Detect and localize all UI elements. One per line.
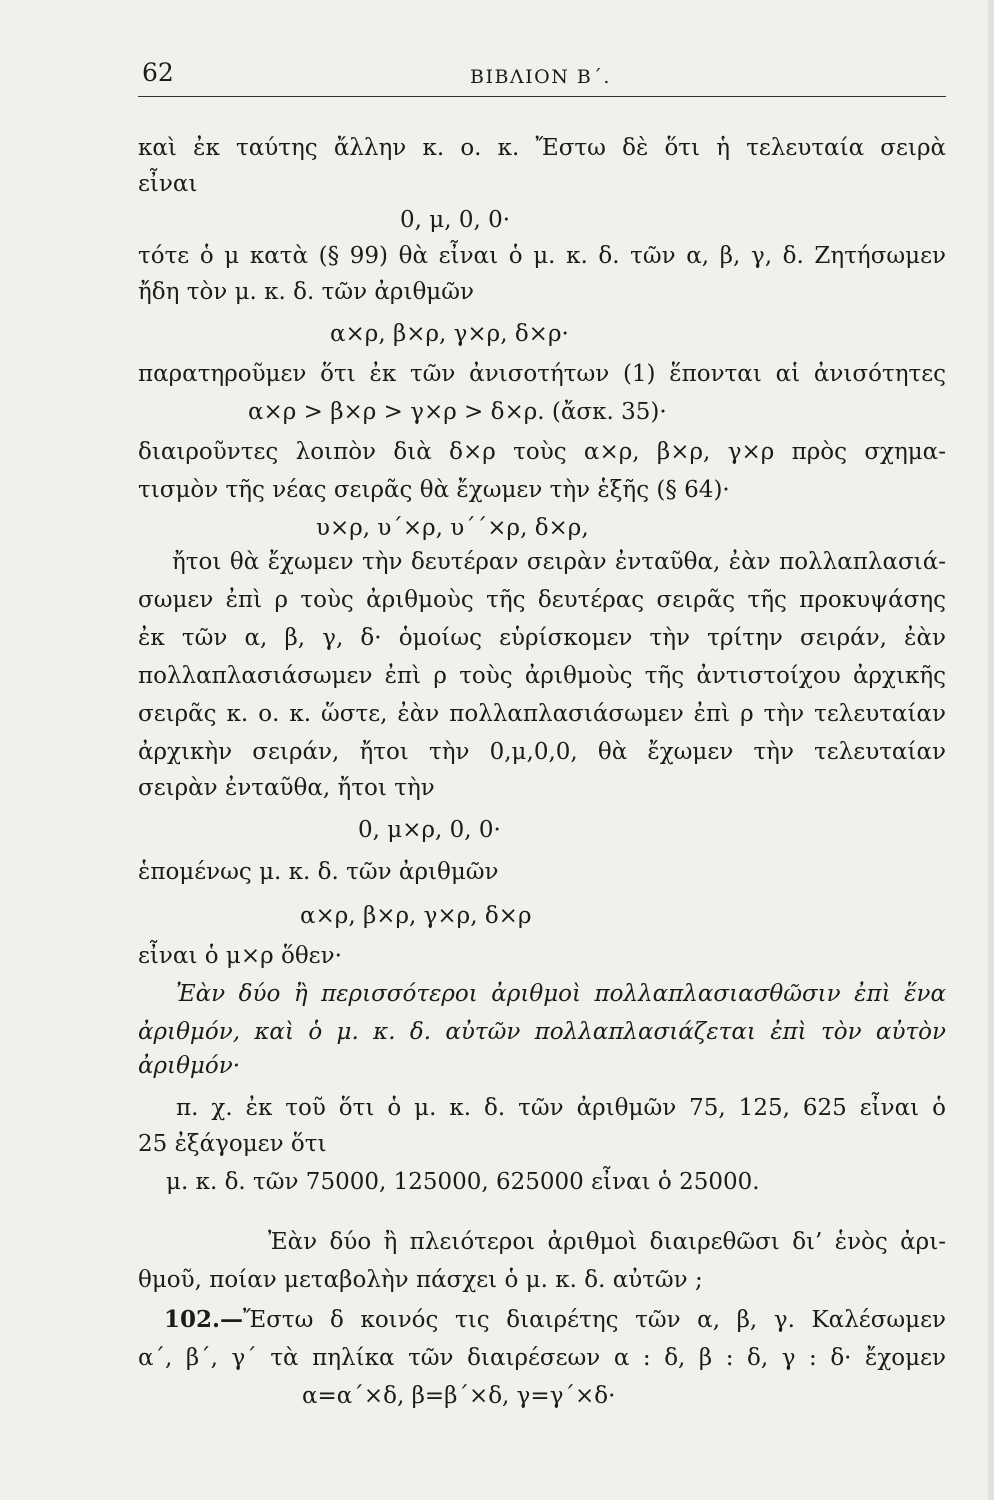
text-line: εἶναι bbox=[138, 171, 198, 197]
text-line: ἤδη τὸν μ. κ. δ. τῶν ἀριθμῶν bbox=[138, 279, 474, 305]
section-number: 102.— bbox=[164, 1306, 244, 1333]
text-line: σειρὰν ἐνταῦθα, ἤτοι τὴν bbox=[138, 775, 435, 801]
page-header bbox=[138, 58, 946, 98]
page-edge bbox=[988, 0, 994, 1500]
section-line bbox=[138, 1304, 946, 1336]
text-line: πολλαπλασιάσωμεν ἐπὶ ρ τοὺς ἀριθμοὺς τῆς ἀντιστοίχου ἀρχικῆς bbox=[138, 663, 946, 689]
theorem-line: ἀριθμόν, καὶ ὁ μ. κ. δ. αὐτῶν πολλαπλασιάζεται ἐπὶ τὸν αὐτὸν bbox=[138, 1019, 946, 1045]
text-line: ἑπομένως μ. κ. δ. τῶν ἀριθμῶν bbox=[138, 859, 499, 885]
running-title: ΒΙΒΛΙΟΝ Β΄. bbox=[470, 66, 611, 88]
text-line: σειρᾶς κ. ο. κ. ὥστε, ἐὰν πολλαπλασιάσωμεν ἐπὶ ρ τὴν τελευταίαν bbox=[138, 701, 946, 727]
text-line: διαιροῦντες λοιπὸν διὰ δ×ρ τοὺς α×ρ, β×ρ, γ×ρ πρὸς σχημα- bbox=[138, 439, 946, 465]
text-line: τισμὸν τῆς νέας σειρᾶς θὰ ἔχωμεν τὴν ἑξῆς (§ 64)· bbox=[138, 477, 730, 503]
text-line: εἶναι ὁ μ×ρ ὅθεν· bbox=[138, 943, 342, 969]
section-text: Ἔστω δ κοινός τις διαιρέτης τῶν α, β, γ. Καλέσωμεν bbox=[243, 1307, 946, 1333]
text-line: σωμεν ἐπὶ ρ τοὺς ἀριθμοὺς τῆς δευτέρας σειρᾶς τῆς προκυψάσης bbox=[138, 587, 946, 613]
header-rule bbox=[138, 96, 398, 97]
text-line: παρατηροῦμεν ὅτι ἐκ τῶν ἀνισοτήτων (1) ἕπονται αἱ ἀνισότητες bbox=[138, 361, 946, 387]
question-line: θμοῦ, ποίαν μεταβολὴν πάσχει ὁ μ. κ. δ. αὐτῶν ; bbox=[138, 1267, 703, 1293]
formula-line: α×ρ, β×ρ, γ×ρ, δ×ρ· bbox=[330, 321, 569, 347]
formula-line: 0, μ×ρ, 0, 0· bbox=[358, 817, 501, 843]
text-line: τότε ὁ μ κατὰ (§ 99) θὰ εἶναι ὁ μ. κ. δ. τῶν α, β, γ, δ. Ζητήσωμεν bbox=[138, 243, 946, 269]
theorem-line: ἀριθμόν· bbox=[138, 1053, 241, 1079]
formula-line: μ. κ. δ. τῶν 75000, 125000, 625000 εἶναι ὁ 25000. bbox=[166, 1169, 760, 1195]
theorem-line: Ἐὰν δύο ἢ περισσότεροι ἀριθμοὶ πολλαπλασιασθῶσιν ἐπὶ ἕνα bbox=[176, 981, 946, 1007]
text-line: α΄, β΄, γ΄ τὰ πηλίκα τῶν διαιρέσεων α : δ, β : δ, γ : δ· ἔχομεν bbox=[138, 1345, 946, 1371]
formula-line: υ×ρ, υ΄×ρ, υ΄΄×ρ, δ×ρ, bbox=[316, 515, 589, 541]
formula-line: α=α΄×δ, β=β΄×δ, γ=γ΄×δ· bbox=[302, 1383, 616, 1409]
formula-line: 0, μ, 0, 0· bbox=[400, 207, 511, 233]
formula-line: α×ρ, β×ρ, γ×ρ, δ×ρ bbox=[300, 903, 532, 929]
formula-line: α×ρ > β×ρ > γ×ρ > δ×ρ. (ἄσκ. 35)· bbox=[248, 399, 667, 425]
text-line: ἀρχικὴν σειράν, ἤτοι τὴν 0,μ,0,0, θὰ ἔχωμεν τὴν τελευταίαν bbox=[138, 739, 946, 765]
text-line: 25 ἐξάγομεν ὅτι bbox=[138, 1131, 327, 1157]
question-line: Ἐὰν δύο ἢ πλειότεροι ἀριθμοὶ διαιρεθῶσι δι’ ἑνὸς ἀρι- bbox=[268, 1229, 946, 1255]
text-line: ἐκ τῶν α, β, γ, δ· ὁμοίως εὑρίσκομεν τὴν τρίτην σειράν, ἐὰν bbox=[138, 625, 946, 651]
text-line: ἤτοι θὰ ἔχωμεν τὴν δευτέραν σειρὰν ἐνταῦθα, ἐὰν πολλαπλασιά- bbox=[172, 549, 946, 575]
page-number: 62 bbox=[142, 58, 174, 87]
header-rule bbox=[398, 96, 946, 97]
text-line: καὶ ἐκ ταύτης ἄλλην κ. ο. κ. Ἔστω δὲ ὅτι ἡ τελευταία σειρὰ bbox=[138, 135, 946, 161]
text-line: π. χ. ἐκ τοῦ ὅτι ὁ μ. κ. δ. τῶν ἀριθμῶν 75, 125, 625 εἶναι ὁ bbox=[176, 1095, 946, 1121]
